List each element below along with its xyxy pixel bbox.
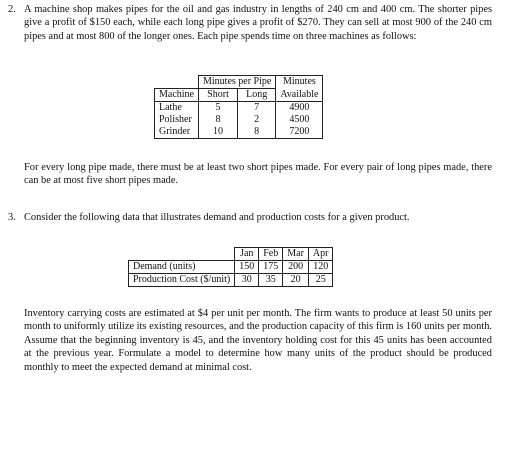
- table-row: [155, 102, 323, 115]
- long-cell: 8: [238, 126, 276, 139]
- table-row: [155, 114, 323, 126]
- value-cell: 30: [235, 274, 259, 287]
- short-header: Short: [199, 89, 238, 102]
- available-header: Available: [276, 89, 323, 102]
- value-cell: 150: [235, 261, 259, 274]
- problem-3: [8, 211, 492, 373]
- short-cell: 5: [199, 102, 238, 115]
- available-cell: 7200: [276, 126, 323, 139]
- machine-cell: Polisher: [155, 114, 199, 126]
- long-cell: 7: [238, 102, 276, 115]
- value-cell: 175: [259, 261, 283, 274]
- machine-header: Machine: [155, 89, 199, 102]
- value-cell: 35: [259, 274, 283, 287]
- short-cell: 8: [199, 114, 238, 126]
- problem-number: 2.: [8, 4, 16, 15]
- value-cell: 20: [283, 274, 309, 287]
- problem-number: 3.: [8, 212, 16, 223]
- month-header: Apr: [308, 248, 333, 261]
- available-cell: 4900: [276, 102, 323, 115]
- problem-3-intro: Consider the following data that illustrates demand and production costs for a given product.: [24, 212, 410, 223]
- row-label: Demand (units): [129, 261, 235, 274]
- short-cell: 10: [199, 126, 238, 139]
- machine-time-table: [154, 75, 323, 139]
- problem-2: [8, 3, 492, 187]
- machine-cell: Lathe: [155, 102, 199, 115]
- row-label: Production Cost ($/unit): [129, 274, 235, 287]
- value-cell: 200: [283, 261, 309, 274]
- minutes-per-pipe-header: Minutes per Pipe: [199, 76, 276, 89]
- long-cell: 2: [238, 114, 276, 126]
- minutes-header: Minutes: [276, 76, 323, 89]
- table-row: [155, 126, 323, 139]
- problem-2-intro: A machine shop makes pipes for the oil and gas industry in lengths of 240 cm and 400 cm. The shorter pipes give a profit of $150 each, while each long pipe gives a profit of $270. They can sell at most 900 of the 240 cm pipes and at most 800 of the longer ones. Each pipe spends time on three machines as follows:: [24, 4, 492, 42]
- value-cell: 25: [308, 274, 333, 287]
- month-header: Mar: [283, 248, 309, 261]
- value-cell: 120: [308, 261, 333, 274]
- month-header: Feb: [259, 248, 283, 261]
- long-header: Long: [238, 89, 276, 102]
- month-header: Jan: [235, 248, 259, 261]
- problem-2-constraints: For every long pipe made, there must be at least two short pipes made. For every pair of long pipes made, there can be at most five short pipes made.: [24, 162, 492, 187]
- table-row: [129, 261, 333, 274]
- problem-3-body: Inventory carrying costs are estimated at $4 per unit per month. The firm wants to produce at least 50 units per month to uniformly utilize its existing resources, and the production capacity of this firm is 160 units per month. Assume that the beginning inventory is 45, and the inventory holding cost for this 45 units has been accounted at the previous year. Formulate a model to determine how many units of the product should be produced monthly to meet the expected demand at minimal cost.: [24, 308, 492, 373]
- table-row: [129, 274, 333, 287]
- available-cell: 4500: [276, 114, 323, 126]
- demand-cost-table: [128, 247, 333, 287]
- machine-cell: Grinder: [155, 126, 199, 139]
